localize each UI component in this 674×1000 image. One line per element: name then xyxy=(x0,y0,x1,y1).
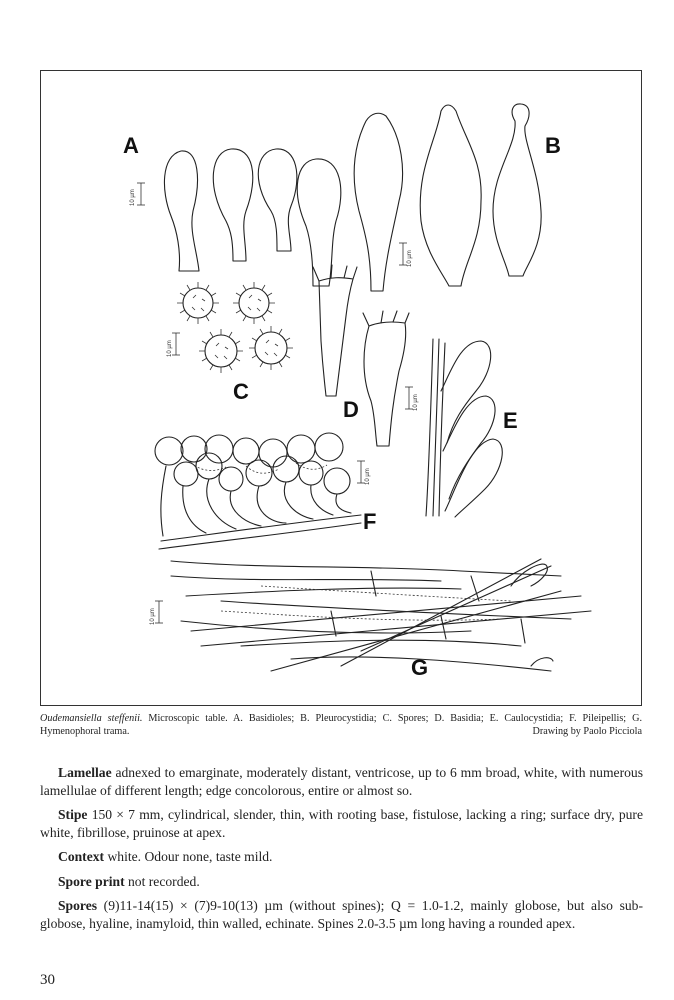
plate-label-c: C xyxy=(233,379,249,404)
paragraph-text: not recorded. xyxy=(124,873,200,889)
scale-bar-label-c: 10 µm xyxy=(167,340,173,357)
plate-label-b: B xyxy=(545,133,561,158)
paragraph-text: (9)11-14(15) × (7)9-10(13) µm (without spines); Q = 1.0-1.2, mainly globose, but also sub-globose, hyaline, inamyloid, thin walled, echinate. Spines 2.0-3.5 µm long having a rounded apex. xyxy=(40,898,643,931)
description-text xyxy=(40,764,643,939)
scale-bar-label-a: 10 µm xyxy=(130,189,136,206)
caption-credit: Drawing by Paolo Picciola xyxy=(532,726,642,737)
paragraph-text: adnexed to emarginate, moderately distant, ventricose, up to 6 mm broad, white, with numerous lamellulae of different length; edge concolorous, entire or almost so. xyxy=(40,765,643,798)
scale-bar-label-g: 10 µm xyxy=(150,608,156,625)
paragraph-text: white. Odour none, taste mild. xyxy=(104,849,273,864)
caulocystidia-drawing xyxy=(426,339,502,517)
hymenophoral-trama-drawing xyxy=(171,559,591,671)
plate-label-d: D xyxy=(343,397,359,422)
paragraph-spore-print xyxy=(40,873,643,891)
plate-label-g: G xyxy=(411,655,429,680)
caption-species: Oudemansiella steffenii. xyxy=(40,713,143,724)
paragraph-context xyxy=(40,848,643,866)
plate-label-e: E xyxy=(503,408,518,433)
scale-bar-label-b: 10 µm xyxy=(407,250,413,267)
basidioles-drawing xyxy=(164,149,340,286)
paragraph-stipe xyxy=(40,806,643,841)
term-context: Context xyxy=(58,849,105,864)
spores-drawing xyxy=(177,282,293,373)
term-spores: Spores xyxy=(58,898,98,913)
term-stipe: Stipe xyxy=(58,807,88,822)
scale-bar-label-f: 10 µm xyxy=(365,468,371,485)
plate-label-a: A xyxy=(123,133,139,158)
term-spore-print: Spore print xyxy=(58,873,125,889)
paragraph-lamellae xyxy=(40,764,643,799)
scale-bar-label-d: 10 µm xyxy=(413,394,419,411)
term-lamellae: Lamellae xyxy=(58,765,112,780)
microscopic-plate xyxy=(40,70,642,706)
plate-label-f: F xyxy=(363,509,377,534)
microscopic-drawing xyxy=(41,71,643,707)
caption-text: Microscopic table. A. Basidioles; B. Pleurocystidia; C. Spores; D. Basidia; E. Caulocystidia; F. Pileipellis; G. Hymenophoral trama. xyxy=(40,713,642,737)
basidia-drawing xyxy=(313,265,409,446)
paragraph-spores xyxy=(40,897,643,932)
pileipellis-drawing xyxy=(155,433,361,549)
pleurocystidia-drawing xyxy=(354,104,541,291)
page-number: 30 xyxy=(40,972,55,988)
paragraph-text: 150 × 7 mm, cylindrical, slender, thin, with rooting base, fistulose, lacking a ring; surface dry, pure white, fibrillose, pruinose at apex. xyxy=(40,807,643,840)
